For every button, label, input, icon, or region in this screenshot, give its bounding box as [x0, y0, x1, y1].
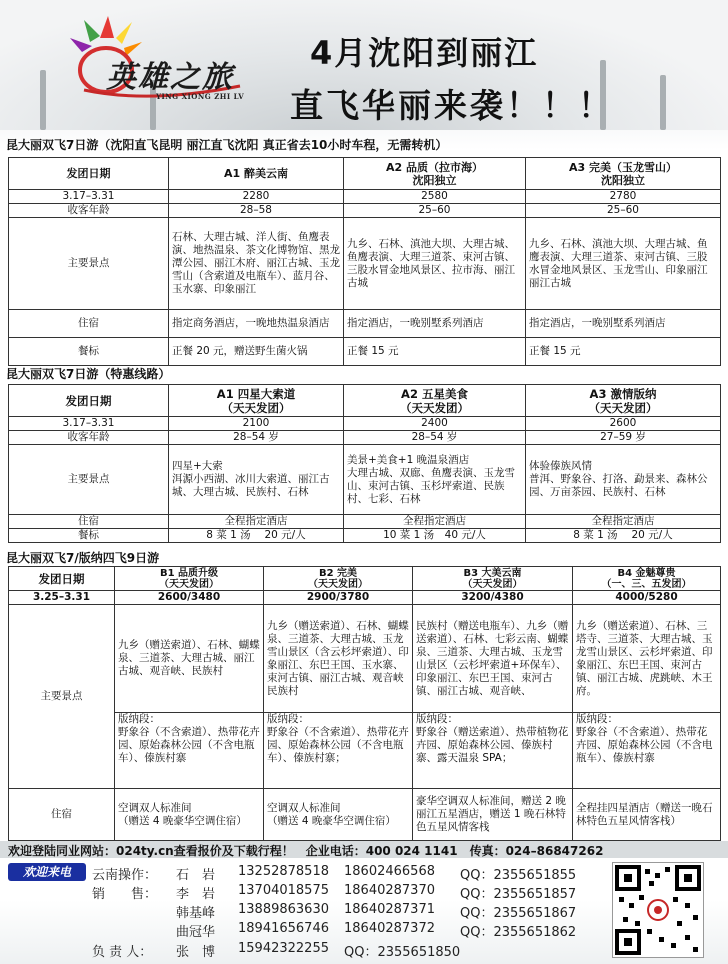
contact-phone: 18640287370: [344, 883, 435, 898]
contact-qq: QQ：2355651857: [460, 887, 577, 902]
banna-cell: 版纳段： 野象谷（不含索道）、热带花卉园、原始森林公园（不含电瓶车）、傣族村寨；: [264, 713, 413, 789]
headline-line-1: 4月沈阳到丽江: [310, 34, 539, 72]
age-cell: 28–54 岁: [169, 431, 344, 445]
hotel-cell: 指定商务酒店，一晚地热温泉酒店: [169, 310, 344, 338]
contact-name: 韩基峰: [176, 906, 216, 921]
price-cell: 2580: [344, 190, 526, 204]
price-cell: 4000/5280: [573, 591, 721, 605]
date-cell: 3.17–3.31: [9, 190, 169, 204]
price-cell: 2780: [526, 190, 721, 204]
banna-cell: 版纳段： 野象谷（不含索道）、热带花卉园、原始森林公园（不含电瓶车）、傣族村寨: [573, 713, 721, 789]
age-cell: 25–60: [344, 204, 526, 218]
logo-text: 英雄之旅: [106, 60, 234, 95]
price-cell: 2400: [344, 417, 526, 431]
contact-phone: 18640287372: [344, 921, 435, 936]
meal-cell: 正餐 20 元，赠送野生菌火锅: [169, 338, 344, 366]
contact-role: 销 售：: [92, 887, 158, 902]
contact-role: 云南操作：: [92, 868, 158, 883]
header: [0, 0, 728, 130]
contact-phone: 15942322255: [238, 941, 329, 956]
header-date: 发团日期: [9, 158, 169, 190]
contact-name: 石 岩: [176, 868, 216, 883]
spots-cell: 九乡（赠送索道）、石林、蝴蝶泉、三道茶、大理古城、丽江古城、观音峡、民族村: [115, 605, 264, 713]
header-a1: A1 四星大索道 （天天发团）: [169, 385, 344, 417]
spots-cell: 九乡、石林、滇池大坝、大理古城、鱼鹰表演、大理三道茶、束河古镇、三股水冒金地风景区、拉市海、丽江古城: [344, 218, 526, 310]
age-label: 收客年龄: [9, 431, 169, 445]
price-cell: 3200/4380: [413, 591, 573, 605]
price-cell: 2100: [169, 417, 344, 431]
contact-qq: QQ：2355651850: [344, 945, 461, 960]
header-b1: B1 品质升级 （天天发团）: [115, 567, 264, 591]
price-cell: 2280: [169, 190, 344, 204]
contact-qq: QQ：2355651855: [460, 868, 577, 883]
hotel-label: 住宿: [9, 310, 169, 338]
palm-tree-silhouette: [40, 70, 46, 130]
contact-name: 李 岩: [176, 887, 216, 902]
date-cell: 3.25–3.31: [9, 591, 115, 605]
header-date: 发团日期: [9, 567, 115, 591]
hotel-label: 住宿: [9, 789, 115, 841]
hotel-cell: 指定酒店，一晚别墅系列酒店: [526, 310, 721, 338]
price-cell: 2600/3480: [115, 591, 264, 605]
spots-cell: 四星+大索 洱源小西湖、冰川大索道、丽江古城、大理古城、民族村、石林: [169, 445, 344, 515]
contact-phone: 13252878518: [238, 864, 329, 879]
contact-phone: 13889863630: [238, 902, 329, 917]
contact-name: 曲冠华: [176, 925, 216, 940]
qr-code-icon: [613, 863, 703, 957]
age-cell: 28–58: [169, 204, 344, 218]
hotel-label: 住宿: [9, 515, 169, 529]
contact-phone: 18640287371: [344, 902, 435, 917]
spots-cell: 九乡（赠送索道）、石林、三塔寺、三道茶、大理古城、玉龙雪山景区、云杉坪索道、印象丽江、东巴王国、束河古镇、丽江古城、虎跳峡、木王府。: [573, 605, 721, 713]
contact-phone: 18602466568: [344, 864, 435, 879]
section-3-title: 昆大丽双飞7/版纳四飞9日游: [6, 551, 160, 565]
contact-phone: 18941656746: [238, 921, 329, 936]
age-label: 收客年龄: [9, 204, 169, 218]
welcome-badge: 欢迎来电: [8, 863, 86, 881]
hotel-cell: 豪华空调双人标准间，赠送 2 晚丽江五星酒店，赠送 1 晚石林特色五星风情客栈: [413, 789, 573, 841]
meal-cell: 正餐 15 元: [526, 338, 721, 366]
header-a3: A3 完美（玉龙雪山） 沈阳独立: [526, 158, 721, 190]
palm-tree-silhouette: [660, 75, 666, 130]
section-1-table: [8, 157, 721, 366]
section-2-title: 昆大丽双飞7日游（特惠线路）: [6, 367, 171, 381]
meal-cell: 10 菜 1 汤 40 元/人: [344, 529, 526, 543]
age-cell: 27–59 岁: [526, 431, 721, 445]
section-2-table: [8, 384, 721, 543]
spots-cell: 九乡（赠送索道）、石林、蝴蝶泉、三道茶、大理古城、玉龙雪山景区（含云杉坪索道）、印象丽江、东巴王国、玉水寨、束河古镇、丽江古城、观音峡民族村: [264, 605, 413, 713]
meal-cell: 正餐 15 元: [344, 338, 526, 366]
spots-cell: 体验傣族风情 普洱、野象谷、打洛、勐景来、森林公园、万亩茶园、民族村、石林: [526, 445, 721, 515]
banna-cell: 版纳段： 野象谷（不含索道）、热带花卉园、原始森林公园（不含电瓶车）、傣族村寨: [115, 713, 264, 789]
header-a3: A3 激情版纳 （天天发团）: [526, 385, 721, 417]
header-b4: B4 金魅尊贵 （一、三、五发团）: [573, 567, 721, 591]
qr-code: [612, 862, 704, 958]
banna-cell: 版纳段： 野象谷（赠送索道）、热带植物花卉园、原始森林公园、傣族村寨、露天温泉 SPA；: [413, 713, 573, 789]
spots-cell: 石林、大理古城、洋人街、鱼鹰表演、地热温泉、茶文化博物馆、黑龙潭公园、丽江木府、丽江古城、玉龙雪山（含索道及电瓶车）、蓝月谷、玉水寨、印象丽江: [169, 218, 344, 310]
header-a2: A2 五星美食 （天天发团）: [344, 385, 526, 417]
age-cell: 25–60: [526, 204, 721, 218]
section-1-title: 昆大丽双飞7日游（沈阳直飞昆明 丽江直飞沈阳 真正省去10小时车程，无需转机）: [6, 138, 448, 152]
hotel-cell: 空调双人标准间 （赠送 4 晚豪华空调住宿）: [264, 789, 413, 841]
header-b3: B3 大美云南 （天天发团）: [413, 567, 573, 591]
meal-label: 餐标: [9, 338, 169, 366]
contact-phone: 13704018575: [238, 883, 329, 898]
meal-label: 餐标: [9, 529, 169, 543]
header-b2: B2 完美 （天天发团）: [264, 567, 413, 591]
hotel-cell: 全程指定酒店: [169, 515, 344, 529]
hotel-cell: 指定酒店，一晚别墅系列酒店: [344, 310, 526, 338]
age-cell: 28–54 岁: [344, 431, 526, 445]
header-a1: A1 醉美云南: [169, 158, 344, 190]
headline-line-2: 直飞华丽来袭！！！: [290, 86, 614, 125]
contact-qq: QQ：2355651867: [460, 906, 577, 921]
spots-label: 主要景点: [9, 218, 169, 310]
header-date: 发团日期: [9, 385, 169, 417]
spots-cell: 九乡、石林、滇池大坝、大理古城、鱼鹰表演、大理三道茶、束河古镇、三股水冒金地风景区、玉龙雪山、印象丽江丽江古城: [526, 218, 721, 310]
logo: [70, 8, 260, 108]
section-3-table: [8, 566, 721, 841]
contact-role: 负 责 人：: [92, 945, 153, 960]
spots-label: 主要景点: [9, 605, 115, 789]
hotel-cell: 全程指定酒店: [344, 515, 526, 529]
price-cell: 2900/3780: [264, 591, 413, 605]
footer-website-line: 欢迎登陆同业网站：024ty.cn查看报价及下载行程！ 企业电话：400 024 1141 传真：024–86847262: [8, 844, 604, 858]
header-a2: A2 品质（拉市海） 沈阳独立: [344, 158, 526, 190]
hotel-cell: 空调双人标准间 （赠送 4 晚豪华空调住宿）: [115, 789, 264, 841]
hotel-cell: 全程指定酒店: [526, 515, 721, 529]
spots-cell: 民族村（赠送电瓶车）、九乡（赠送索道）、石林、七彩云南、蝴蝶泉、三道茶、大理古城、玉龙雪山景区（云杉坪索道+环保车）、印象丽江、东巴王国、束河古镇、丽江古城、观音峡、: [413, 605, 573, 713]
spots-label: 主要景点: [9, 445, 169, 515]
spots-cell: 美景+美食+1 晚温泉酒店 大理古城、双廊、鱼鹰表演、玉龙雪山、束河古镇、玉杉坪索道、民族村、七彩、石林: [344, 445, 526, 515]
logo-subtitle: YING XIONG ZHI LV: [156, 92, 245, 101]
hotel-cell: 全程挂四星酒店（赠送一晚石林特色五星风情客栈）: [573, 789, 721, 841]
meal-cell: 8 菜 1 汤 20 元/人: [169, 529, 344, 543]
meal-cell: 8 菜 1 汤 20 元/人: [526, 529, 721, 543]
date-cell: 3.17–3.31: [9, 417, 169, 431]
contact-name: 张 博: [176, 945, 216, 960]
price-cell: 2600: [526, 417, 721, 431]
contact-qq: QQ：2355651862: [460, 925, 577, 940]
